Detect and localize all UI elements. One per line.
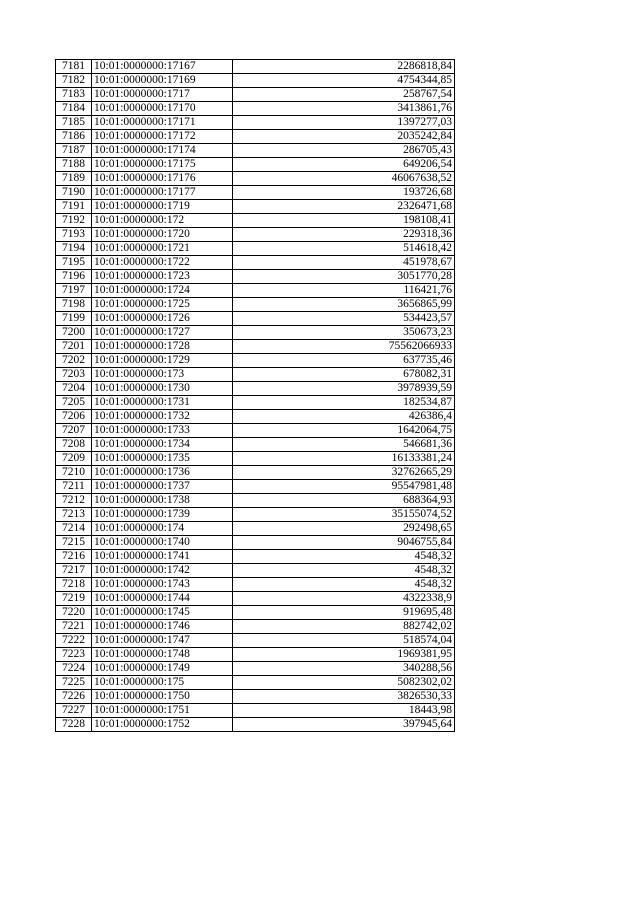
table-row [56,690,455,704]
value-cell: 1969381,95 [233,648,455,662]
table-row [56,704,455,718]
table-row [56,550,455,564]
cadastral-number-cell: 10:01:0000000:17170 [92,102,233,116]
table-row [56,74,455,88]
cadastral-number-cell: 10:01:0000000:1733 [92,424,233,438]
value-cell: 1642064,75 [233,424,455,438]
value-cell: 46067638,52 [233,172,455,186]
value-cell: 2326471,68 [233,200,455,214]
row-number-cell: 7225 [56,676,92,690]
table-row [56,242,455,256]
value-cell: 4754344,85 [233,74,455,88]
cadastral-number-cell: 10:01:0000000:1723 [92,270,233,284]
row-number-cell: 7205 [56,396,92,410]
cadastral-number-cell: 10:01:0000000:1743 [92,578,233,592]
cadastral-number-cell: 10:01:0000000:1720 [92,228,233,242]
row-number-cell: 7209 [56,452,92,466]
table-row [56,466,455,480]
cadastral-number-cell: 10:01:0000000:17175 [92,158,233,172]
row-number-cell: 7217 [56,564,92,578]
cadastral-number-cell: 10:01:0000000:1742 [92,564,233,578]
row-number-cell: 7200 [56,326,92,340]
table-row [56,620,455,634]
table-row [56,270,455,284]
value-cell: 2286818,84 [233,60,455,74]
row-number-cell: 7194 [56,242,92,256]
row-number-cell: 7222 [56,634,92,648]
cadastral-number-cell: 10:01:0000000:1717 [92,88,233,102]
cadastral-number-cell: 10:01:0000000:1749 [92,662,233,676]
table-row [56,340,455,354]
cadastral-number-cell: 10:01:0000000:1734 [92,438,233,452]
table-row [56,158,455,172]
table-row [56,144,455,158]
cadastral-number-cell: 10:01:0000000:1747 [92,634,233,648]
value-cell: 546681,36 [233,438,455,452]
row-number-cell: 7204 [56,382,92,396]
row-number-cell: 7197 [56,284,92,298]
table-row [56,494,455,508]
value-cell: 229318,36 [233,228,455,242]
table-row [56,214,455,228]
cadastral-number-cell: 10:01:0000000:1724 [92,284,233,298]
table-row [56,312,455,326]
row-number-cell: 7192 [56,214,92,228]
row-number-cell: 7223 [56,648,92,662]
row-number-cell: 7189 [56,172,92,186]
value-cell: 688364,93 [233,494,455,508]
cadastral-number-cell: 10:01:0000000:1746 [92,620,233,634]
value-cell: 18443,98 [233,704,455,718]
value-cell: 534423,57 [233,312,455,326]
row-number-cell: 7183 [56,88,92,102]
table-row [56,130,455,144]
row-number-cell: 7184 [56,102,92,116]
cadastral-number-cell: 10:01:0000000:17177 [92,186,233,200]
cadastral-number-cell: 10:01:0000000:1741 [92,550,233,564]
row-number-cell: 7206 [56,410,92,424]
table-row [56,452,455,466]
cadastral-number-cell: 10:01:0000000:1730 [92,382,233,396]
value-cell: 397945,64 [233,718,455,732]
table-row [56,536,455,550]
row-number-cell: 7185 [56,116,92,130]
cadastral-number-cell: 10:01:0000000:1744 [92,592,233,606]
cadastral-number-cell: 10:01:0000000:1739 [92,508,233,522]
row-number-cell: 7202 [56,354,92,368]
cadastral-number-cell: 10:01:0000000:17174 [92,144,233,158]
value-cell: 4548,32 [233,550,455,564]
cadastral-number-cell: 10:01:0000000:17167 [92,60,233,74]
table-row [56,578,455,592]
row-number-cell: 7191 [56,200,92,214]
value-cell: 4548,32 [233,578,455,592]
value-cell: 16133381,24 [233,452,455,466]
cadastral-number-cell: 10:01:0000000:17171 [92,116,233,130]
value-cell: 3413861,76 [233,102,455,116]
table-row [56,200,455,214]
value-cell: 182534,87 [233,396,455,410]
row-number-cell: 7195 [56,256,92,270]
row-number-cell: 7215 [56,536,92,550]
cadastral-number-cell: 10:01:0000000:174 [92,522,233,536]
value-cell: 32762665,29 [233,466,455,480]
value-cell: 350673,23 [233,326,455,340]
cadastral-number-cell: 10:01:0000000:1727 [92,326,233,340]
cadastral-number-cell: 10:01:0000000:1729 [92,354,233,368]
cadastral-number-cell: 10:01:0000000:1735 [92,452,233,466]
row-number-cell: 7201 [56,340,92,354]
cadastral-number-cell: 10:01:0000000:17172 [92,130,233,144]
value-cell: 3656865,99 [233,298,455,312]
row-number-cell: 7226 [56,690,92,704]
value-cell: 514618,42 [233,242,455,256]
cadastral-number-cell: 10:01:0000000:1725 [92,298,233,312]
table-row [56,648,455,662]
table-row [56,480,455,494]
value-cell: 193726,68 [233,186,455,200]
table-row [56,592,455,606]
value-cell: 292498,65 [233,522,455,536]
row-number-cell: 7186 [56,130,92,144]
row-number-cell: 7224 [56,662,92,676]
cadastral-number-cell: 10:01:0000000:1751 [92,704,233,718]
value-cell: 518574,04 [233,634,455,648]
value-cell: 5082302,02 [233,676,455,690]
value-cell: 340288,56 [233,662,455,676]
row-number-cell: 7210 [56,466,92,480]
value-cell: 426386,4 [233,410,455,424]
value-cell: 3978939,59 [233,382,455,396]
cadastral-number-cell: 10:01:0000000:1738 [92,494,233,508]
row-number-cell: 7212 [56,494,92,508]
table-body [56,60,455,732]
table-row [56,298,455,312]
table-row [56,228,455,242]
value-cell: 198108,41 [233,214,455,228]
value-cell: 35155074,52 [233,508,455,522]
table-row [56,102,455,116]
row-number-cell: 7211 [56,480,92,494]
data-table [55,59,455,732]
table-row [56,606,455,620]
cadastral-number-cell: 10:01:0000000:175 [92,676,233,690]
table-row [56,186,455,200]
value-cell: 919695,48 [233,606,455,620]
row-number-cell: 7198 [56,298,92,312]
table-row [56,718,455,732]
value-cell: 3826530,33 [233,690,455,704]
value-cell: 116421,76 [233,284,455,298]
cadastral-number-cell: 10:01:0000000:1740 [92,536,233,550]
table-row [56,634,455,648]
table-row [56,382,455,396]
cadastral-number-cell: 10:01:0000000:1750 [92,690,233,704]
cadastral-number-cell: 10:01:0000000:1719 [92,200,233,214]
value-cell: 2035242,84 [233,130,455,144]
table-row [56,424,455,438]
cadastral-number-cell: 10:01:0000000:1726 [92,312,233,326]
row-number-cell: 7196 [56,270,92,284]
value-cell: 678082,31 [233,368,455,382]
value-cell: 75562066933 [233,340,455,354]
value-cell: 451978,67 [233,256,455,270]
cadastral-number-cell: 10:01:0000000:1748 [92,648,233,662]
row-number-cell: 7218 [56,578,92,592]
table-row [56,508,455,522]
row-number-cell: 7227 [56,704,92,718]
row-number-cell: 7190 [56,186,92,200]
row-number-cell: 7181 [56,60,92,74]
table-row [56,354,455,368]
cadastral-number-cell: 10:01:0000000:17176 [92,172,233,186]
row-number-cell: 7228 [56,718,92,732]
cadastral-number-cell: 10:01:0000000:1732 [92,410,233,424]
cadastral-number-cell: 10:01:0000000:1737 [92,480,233,494]
cadastral-number-cell: 10:01:0000000:172 [92,214,233,228]
row-number-cell: 7219 [56,592,92,606]
value-cell: 1397277,03 [233,116,455,130]
value-cell: 258767,54 [233,88,455,102]
cadastral-number-cell: 10:01:0000000:1722 [92,256,233,270]
row-number-cell: 7207 [56,424,92,438]
table-row [56,396,455,410]
value-cell: 3051770,28 [233,270,455,284]
value-cell: 637735,46 [233,354,455,368]
cadastral-number-cell: 10:01:0000000:1731 [92,396,233,410]
value-cell: 9046755,84 [233,536,455,550]
table-row [56,662,455,676]
table-row [56,438,455,452]
cadastral-number-cell: 10:01:0000000:1728 [92,340,233,354]
row-number-cell: 7208 [56,438,92,452]
value-cell: 286705,43 [233,144,455,158]
cadastral-number-cell: 10:01:0000000:1745 [92,606,233,620]
value-cell: 4322338,9 [233,592,455,606]
row-number-cell: 7220 [56,606,92,620]
table-row [56,564,455,578]
value-cell: 4548,32 [233,564,455,578]
row-number-cell: 7203 [56,368,92,382]
row-number-cell: 7216 [56,550,92,564]
value-cell: 882742,02 [233,620,455,634]
row-number-cell: 7182 [56,74,92,88]
cadastral-number-cell: 10:01:0000000:173 [92,368,233,382]
table-row [56,368,455,382]
table-row [56,172,455,186]
table-row [56,522,455,536]
value-cell: 95547981,48 [233,480,455,494]
cadastral-number-cell: 10:01:0000000:1721 [92,242,233,256]
cadastral-number-cell: 10:01:0000000:1736 [92,466,233,480]
table-row [56,326,455,340]
cadastral-number-cell: 10:01:0000000:17169 [92,74,233,88]
table-row [56,88,455,102]
row-number-cell: 7188 [56,158,92,172]
row-number-cell: 7213 [56,508,92,522]
table-row [56,116,455,130]
row-number-cell: 7214 [56,522,92,536]
cadastral-number-cell: 10:01:0000000:1752 [92,718,233,732]
row-number-cell: 7199 [56,312,92,326]
row-number-cell: 7221 [56,620,92,634]
table-row [56,256,455,270]
value-cell: 649206,54 [233,158,455,172]
table-row [56,284,455,298]
row-number-cell: 7193 [56,228,92,242]
row-number-cell: 7187 [56,144,92,158]
table-row [56,60,455,74]
table-row [56,410,455,424]
table-row [56,676,455,690]
